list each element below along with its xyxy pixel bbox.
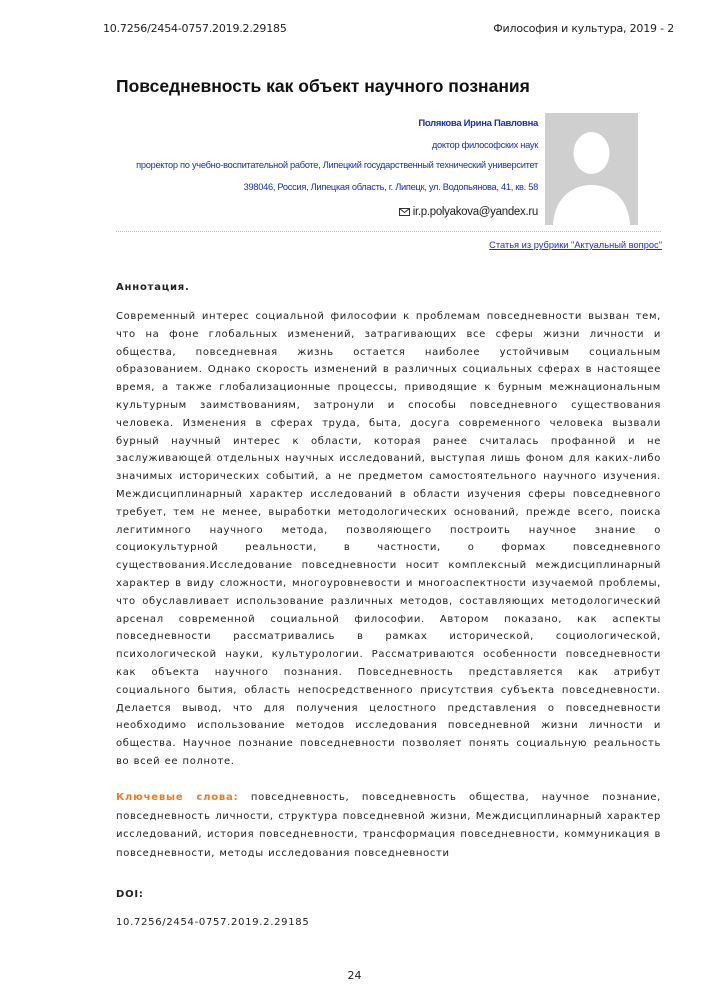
author-name[interactable]: Полякова Ирина Павловна — [418, 118, 538, 129]
divider — [116, 231, 661, 232]
page-number: 24 — [347, 969, 362, 982]
header-doi: 10.7256/2454-0757.2019.2.29185 — [103, 22, 287, 35]
rubric-link[interactable]: Статья из рубрики "Актуальный вопрос" — [489, 240, 662, 250]
doi-heading: DOI: — [116, 889, 144, 900]
author-email[interactable]: ir.p.polyakova@yandex.ru — [412, 206, 538, 218]
author-avatar — [545, 113, 638, 225]
author-position: проректор по учебно-воспитательной работе, Липецкий государственный технический университет — [136, 160, 538, 170]
person-placeholder-icon — [545, 113, 638, 225]
header-journal: Философия и культура, 2019 - 2 — [493, 22, 674, 35]
keywords-block — [116, 789, 661, 863]
mail-icon — [399, 208, 410, 216]
doi-value[interactable]: 10.7256/2454-0757.2019.2.29185 — [116, 917, 310, 928]
keywords-text: повседневность, повседневность общества, научное познание, повседневность личности, структура повседневной жизни, Междисциплинарный характер исследований, история повседневности, трансформация повседневности, коммуникация в повседневности, методы исследования повседневности — [116, 792, 661, 859]
article-title: Повседневность как объект научного познания — [116, 76, 530, 96]
author-email-row — [399, 206, 538, 218]
author-address: 398046, Россия, Липецкая область, г. Липецк, ул. Водопьянова, 41, кв. 58 — [243, 182, 538, 192]
abstract-heading: Аннотация. — [116, 282, 190, 293]
abstract-text: Современный интерес социальной философии к проблемам повседневности вызван тем, что на фоне глобальных изменений, затрагивающих все сферы жизни личности и общества, повседневная жизнь остается наиболее устойчивым социальным образованием. Однако скорость изменений в различных социальных сферах в настоящее время, а также глобализационные процессы, приводящие к бурным межнациональным культурным заимствованиям, затронули и способы повседневного существования человека. Изменения в сферах труда, быта, досуга современного человека вызвали бурный научный интерес к области, которая ранее считалась профанной и не заслуживающей отдельных научных исследований, выступая лишь фоном для каких-либо значимых исторических событий, а не предметом самостоятельного научного изучения. Междисциплинарный характер исследований в области изучения сферы повседневного требует, тем не менее, выработки методологических оснований, прежде всего, поиска легитимного научного метода, позволяющего построить научное знание о социокультурной реальности, в частности, о формах повседневного существования.Исследование повседневности носит комплексный междисциплинарный характер в виду сложности, многоуровневости и многоаспектности изучаемой проблемы, что обуславливает использование различных методов, составляющих методологический арсенал современной социальной философии. Автором показано, как аспекты повседневности рассматривались в рамках исторической, социологической, психологической науки, культурологии. Рассматриваются особенности повседневности как объекта научного познания. Повседневность представляется как атрибут социального бытия, область непосредственного присутствия субъекта повседневности. Делается вывод, что для получения целостного представления о повседневности необходимо использование методов исследования повседневной жизни личности и общества. Научное познание повседневности позволяет понять социальную реальность во всей ее полноте. — [116, 311, 661, 767]
keywords-label: Ключевые слова: — [116, 792, 239, 803]
author-degree: доктор философских наук — [431, 140, 538, 150]
